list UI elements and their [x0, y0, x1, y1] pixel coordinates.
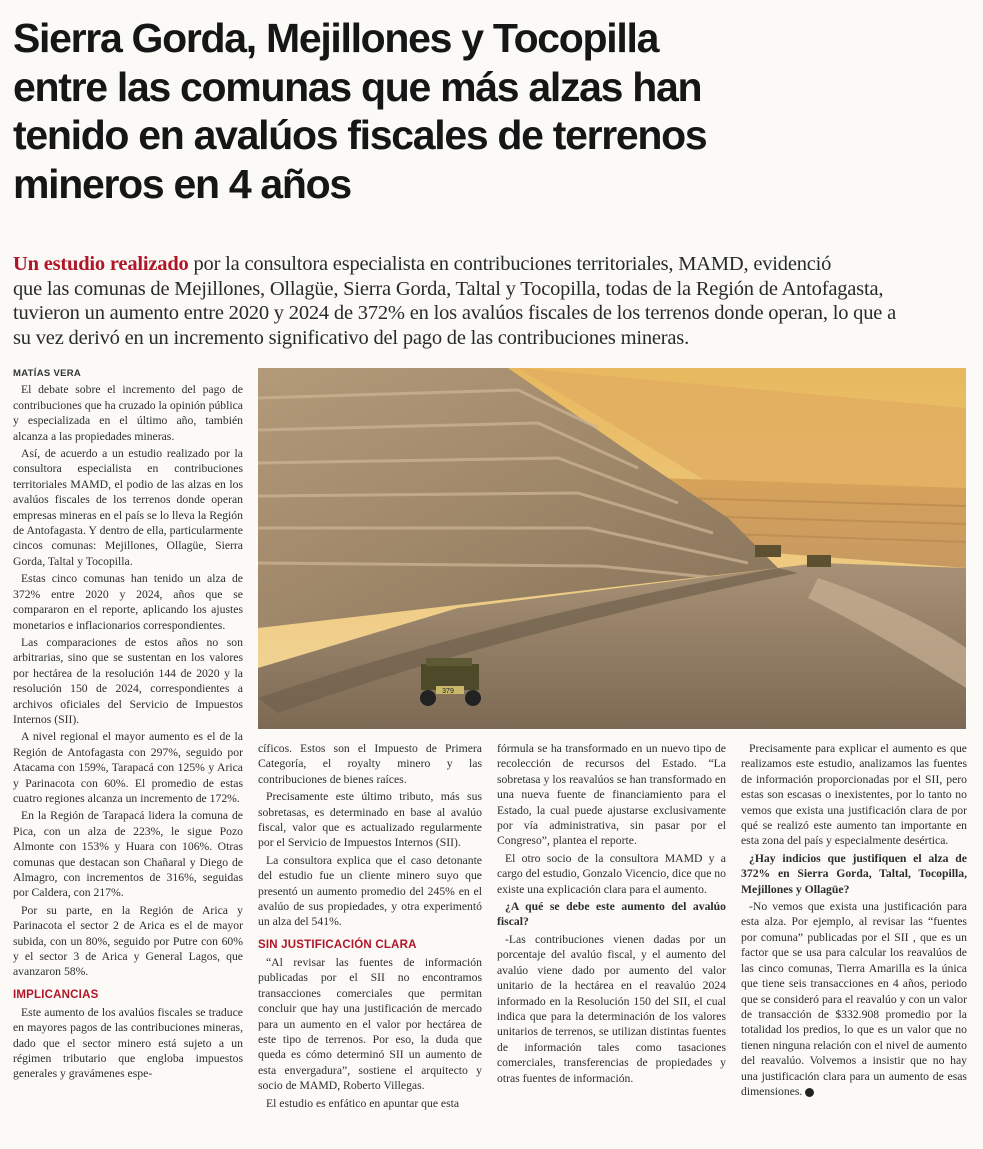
answer-text: -No vemos que exista una justificación para esta alza. Por ejemplo, al revisar las “fuentes por comuna” publicadas por el SII , que es un factor que se usa para calcular los reavalúos de las cinco comunas, Tierra Amarilla es la única que tiene seis transacciones en 4 años, periodo que se consideró para el reavalúo y con un valor de transacción de $332.908 promedio por la totalidad los predios, lo que es un valor que no tienen ninguna relación con el nivel de aumento del reavalúo. Volvemos a insistir que no hay una justificación clara para un aumento de esas dimensiones.: [741, 900, 967, 1098]
paragraph: El estudio es enfático en apuntar que esta: [266, 1096, 460, 1110]
paragraph: “Al revisar las fuentes de información publicadas por el SII no encontramos transacciones comerciales que permitan concluir que hay una justificación de mercado para un aumento en el valor por hectárea de este tipo de terrenos. Por eso, la duda que queda es cómo determinó SII un aumento de esta envergadura”, sostiene el arquitecto y socio de MAMD, Roberto Villegas.: [258, 955, 482, 1093]
paragraph: En la Región de Tarapacá lidera la comuna de Pica, con un alza de 223%, le sigue Pozo Almonte con 153% y Huara con 106%. Otras comunas que destacan son Chañaral y Diego de Almagro, con incrementos de 316%, seguidas por Caldera, con 217%.: [13, 809, 243, 900]
paragraph: cíficos. Estos son el Impuesto de Primera Categoría, el royalty minero y las contribuciones de bienes raíces.: [258, 742, 482, 786]
lead-line-1-rest: por la consultora especialista en contribuciones territoriales, MAMD, evidenció: [188, 253, 832, 275]
paragraph: Este aumento de los avalúos fiscales se traduce en mayores pagos de las contribuciones mineras, dado que el sector minero está sujeto a un régimen tributario que engloba impuestos generales y gravámenes espe-: [13, 1005, 243, 1081]
byline: MATÍAS VERA: [13, 368, 82, 379]
headline-line-2: entre las comunas que más alzas han: [13, 63, 702, 110]
end-mark-icon: Ⓢ: [805, 1088, 814, 1097]
section-heading-implicancias: IMPLICANCIAS: [13, 988, 99, 1001]
interview-question: ¿Hay indicios que justifiquen el alza de 372% en Sierra Gorda, Taltal, Tocopilla, Mejillones y Ollagüe?: [741, 851, 967, 896]
lead-line-1: [13, 252, 973, 277]
headline: [13, 14, 943, 208]
paragraph: fórmula se ha transformado en un nuevo tipo de recolección de recursos del Estado. “La sobretasa y los reavalúos se han transformado en una nueva fuente de financiamiento para el Estado, la cual puede ajustarse exclusivamente por vía administrativa, sin pasar por el Congreso”, plantea el reporte.: [497, 742, 726, 848]
article-column-4: [741, 741, 967, 1101]
headline-line-1: Sierra Gorda, Mejillones y Tocopilla: [13, 15, 659, 61]
lead-line-4: su vez derivó en un incremento significativo del pago de las contribuciones mineras.: [13, 326, 690, 349]
paragraph: Precisamente este último tributo, más sus sobretasas, es determinado en base al avalúo fiscal, valor que es actualizado regularmente por el Servicio de Impuestos Internos (SII).: [258, 790, 482, 850]
open-pit-mine-illustration: [258, 368, 966, 729]
headline-line-3: tenido en avalúos fiscales de terrenos: [13, 112, 707, 158]
paragraph: El debate sobre el incremento del pago de contribuciones que ha cruzado la opinión pública y especializada en el último año, también alcanza a las propiedades mineras.: [13, 383, 243, 443]
paragraph: La consultora explica que el caso detonante del estudio fue un cliente minero suyo que presentó un aumento promedio del 245% en el avalúo de sus propiedades, y otra experimentó un alza del 541%.: [258, 853, 482, 929]
paragraph: Así, de acuerdo a un estudio realizado por la consultora especialista en contribuciones territoriales MAMD, el podio de las alzas en los avalúos fiscales de los terrenos donde operan empresas mineras en el país se lo lleva la Región de Antofagasta. Y dentro de ella, particularmente cincos comunas: Mejillones, Ollagüe, Sierra Gorda, Taltal y Tocopilla.: [13, 447, 243, 568]
lead-line-2: que las comunas de Mejillones, Ollagüe, Sierra Gorda, Taltal y Tocopilla, todas de la Región de Antofagasta,: [13, 277, 884, 300]
paragraph: Precisamente para explicar el aumento es que realizamos este estudio, analizamos las fuentes de información proporcionadas por el SII, pero estas son escasas o inexistentes, por lo tanto no vemos que exista una justificación clara de por qué se realizó este aumento tan importante en esta zona del país y especialmente desértica.: [741, 742, 967, 848]
mine-photo: [258, 368, 966, 729]
paragraph: Estas cinco comunas han tenido un alza de 372% entre 2020 y 2024, años que se compararon en el reporte, aplicando los ajustes monetarios e inflacionarios correspondientes.: [13, 572, 243, 632]
paragraph: Las comparaciones de estos años no son arbitrarias, sino que se sustentan en los valores por hectárea de la resolución 144 de 2020 y la resolución 150 de 2024, correspondientes a archivos oficiales del Servicio de Impuestos Internos (SII).: [13, 635, 243, 726]
section-heading-sin-justificacion: SIN JUSTIFICACIÓN CLARA: [258, 938, 417, 951]
article-column-2: [258, 741, 482, 1113]
paragraph: Por su parte, en la Región de Arica y Parinacota el sector 2 de Arica es el de mayor subida, con un 80%, seguido por Putre con 60% y el sector 3 de Arica y General Lagos, que avanzaron 58%.: [13, 903, 243, 979]
headline-line-4: mineros en 4 años: [13, 160, 351, 207]
article-column-3: [497, 741, 726, 1088]
paragraph: El otro socio de la consultora MAMD y a cargo del estudio, Gonzalo Vicencio, dice que no existe una explicación clara para el aumento.: [497, 851, 726, 896]
lead-highlight: Un estudio realizado: [13, 253, 189, 275]
paragraph: A nivel regional el mayor aumento es el de la Región de Antofagasta con 297%, seguido por Atacama con 159%, Tarapacá con 125% y Arica y Parinacota con 60%. El promedio de estas cuatro regiones alcanza un incremento de 172%.: [13, 730, 243, 805]
truck-number: 379: [442, 688, 454, 695]
article-column-1: [13, 366, 243, 1084]
lead-line-3: tuvieron un aumento entre 2020 y 2024 de 372% en los avalúos fiscales de los terrenos donde operan, lo que a: [13, 302, 897, 324]
lead-paragraph: [13, 252, 973, 350]
paragraph: [741, 899, 967, 1099]
interview-question: ¿A qué se debe este aumento del avalúo fiscal?: [497, 900, 726, 929]
paragraph: -Las contribuciones vienen dadas por un porcentaje del avalúo fiscal, y el aumento del avalúo viene dado por aumento del valor unitario de la hectárea en el reavalúo 2024 informado en la Resolución 150 del SII, el cual indica que para la determinación de los valores unitarios de terrenos, se utilizan distintas fuentes de información tales como tasaciones comerciales, transferencias de propiedades y otras fuentes de información.: [497, 932, 726, 1085]
